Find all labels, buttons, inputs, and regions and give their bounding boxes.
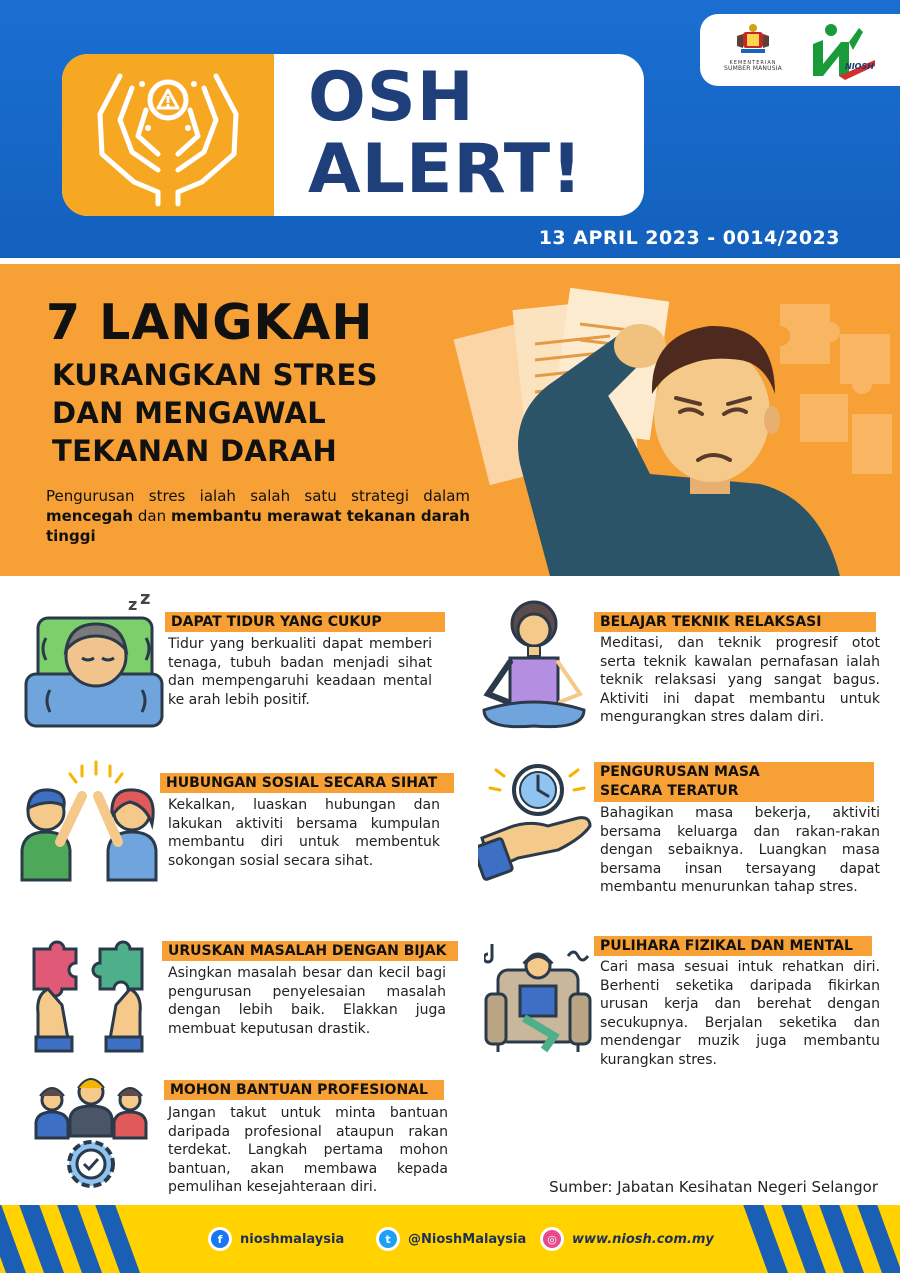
alert-title-line2: ALERT! (308, 130, 584, 209)
tip-text-problems: Asingkan masalah besar dan kecil bagi pengurusan penyelesaian masalah dengan lebih baik. Elakkan juga membuat keputusan drastik. (168, 965, 446, 1037)
website-icon-wrap (540, 1227, 564, 1251)
header (0, 0, 900, 262)
banner-subtitle-line3: TEKANAN DARAH (52, 434, 338, 468)
website-link[interactable] (540, 1227, 714, 1251)
title-banner (0, 264, 900, 576)
team-gear-icon (34, 1076, 148, 1192)
facebook-icon: f (211, 1230, 229, 1248)
tip-label-sleep: DAPAT TIDUR YANG CUKUP (165, 612, 445, 632)
facebook-icon-wrap (208, 1227, 232, 1251)
sleeping-person-icon (24, 590, 164, 730)
dribbble-icon: ◎ (543, 1230, 561, 1248)
ministry-name-line2: SUMBER MANUSIA (723, 65, 782, 72)
banner-subtitle-line2: DAN MENGAWAL (52, 396, 326, 430)
tip-label-social: HUBUNGAN SOSIAL SECARA SIHAT (160, 773, 454, 793)
ministry-name-line1: KEMENTERIAN (729, 60, 777, 66)
tip-text-professional: Jangan takut untuk minta bantuan daripada profesional ataupun rakan terdekat. Langkah pertama mohon bantuan, akan membawa kepada pemulihan kesejahteraan diri. (168, 1105, 448, 1195)
relaxing-chair-icon (484, 940, 592, 1054)
source-credit: Sumber: Jabatan Kesihatan Negeri Selangor (549, 1178, 878, 1196)
twitter-link[interactable] (376, 1227, 526, 1251)
svg-text:z: z (140, 590, 151, 609)
clock-hand-icon (478, 760, 596, 882)
banner-desc-bold1: mencegah (46, 507, 134, 525)
niosh-logo (805, 20, 885, 82)
banner-desc-part2: dan (133, 507, 171, 525)
logos-panel (700, 14, 900, 86)
stressed-man-illustration (440, 264, 900, 576)
tip-text-physical-mental: Cari masa sesuai intuk rehatkan diri. Berhenti seketika daripada fikirkan urusan kerja dan berehat dengan secukupnya. Berjalan seketika dan mendengar muzik juga membantu kurangkan stres. (600, 959, 880, 1068)
alert-date-reference: 13 APRIL 2023 - 0014/2023 (538, 227, 840, 249)
niosh-wordmark: NIOSH (845, 62, 874, 71)
high-five-icon (20, 760, 160, 882)
ministry-logo (718, 22, 788, 80)
alert-title-line1: OSH (308, 58, 475, 137)
footer-stripes-right (740, 1205, 900, 1273)
niosh-mark-icon (805, 20, 885, 82)
banner-subtitle (52, 356, 378, 470)
svg-text:z: z (128, 595, 138, 614)
tip-label-relaxation: BELAJAR TEKNIK RELAKSASI (594, 612, 876, 632)
tip-text-sleep: Tidur yang berkualiti dapat memberi tenaga, tubuh badan menjadi sihat dan mempengaruhi keadaan mental ke arah lebih positif. (168, 636, 432, 708)
banner-description (46, 486, 470, 546)
banner-title: 7 LANGKAH (46, 294, 374, 351)
website-url: www.niosh.com.my (572, 1231, 714, 1247)
tip-text-time: Bahagikan masa bekerja, aktiviti bersama keluarga dan rakan-rakan dengan sebaiknya. Luangkan masa bersama insan tersayang dapat membantu menurunkan tahap stres. (600, 805, 880, 895)
banner-desc-part1: Pengurusan stres ialah salah satu strategi dalam (46, 487, 470, 505)
osh-alert-box (62, 54, 644, 216)
twitter-icon-wrap (376, 1227, 400, 1251)
footer (0, 1205, 900, 1273)
banner-desc-bold2: membantu merawat tekanan darah tinggi (46, 507, 470, 545)
warning-hands-icon (62, 54, 274, 216)
tip-text-relaxation: Meditasi, dan teknik progresif otot serta teknik kawalan pernafasan ialah teknik relaksasi yang sangat bagus. Aktiviti ini dapat membantu untuk mengurangkan stres dalam diri. (600, 635, 880, 725)
tip-label-problems: URUSKAN MASALAH DENGAN BIJAK (162, 941, 458, 961)
facebook-link[interactable] (208, 1227, 344, 1251)
twitter-icon: t (379, 1230, 397, 1248)
alert-icon-panel (62, 54, 274, 216)
twitter-handle: @NioshMalaysia (408, 1231, 527, 1247)
footer-stripes-left (0, 1205, 160, 1273)
alert-title (308, 58, 584, 209)
tip-label-professional: MOHON BANTUAN PROFESIONAL (164, 1080, 444, 1100)
ministry-crest-icon (733, 22, 773, 56)
tip-label-time-line2: SECARA TERATUR (600, 783, 739, 799)
tip-label-time (594, 762, 874, 802)
meditation-icon (478, 598, 590, 734)
facebook-handle: nioshmalaysia (240, 1231, 345, 1247)
banner-subtitle-line1: KURANGKAN STRES (52, 358, 378, 392)
tip-label-physical-mental: PULIHARA FIZIKAL DAN MENTAL (594, 936, 872, 956)
tip-text-social: Kekalkan, luaskan hubungan dan lakukan aktiviti bersama kumpulan membantu diri untuk membentuk sokongan sosial secara sihat. (168, 797, 440, 869)
puzzle-hands-icon (28, 935, 150, 1053)
tip-label-time-line1: PENGURUSAN MASA (600, 764, 760, 780)
